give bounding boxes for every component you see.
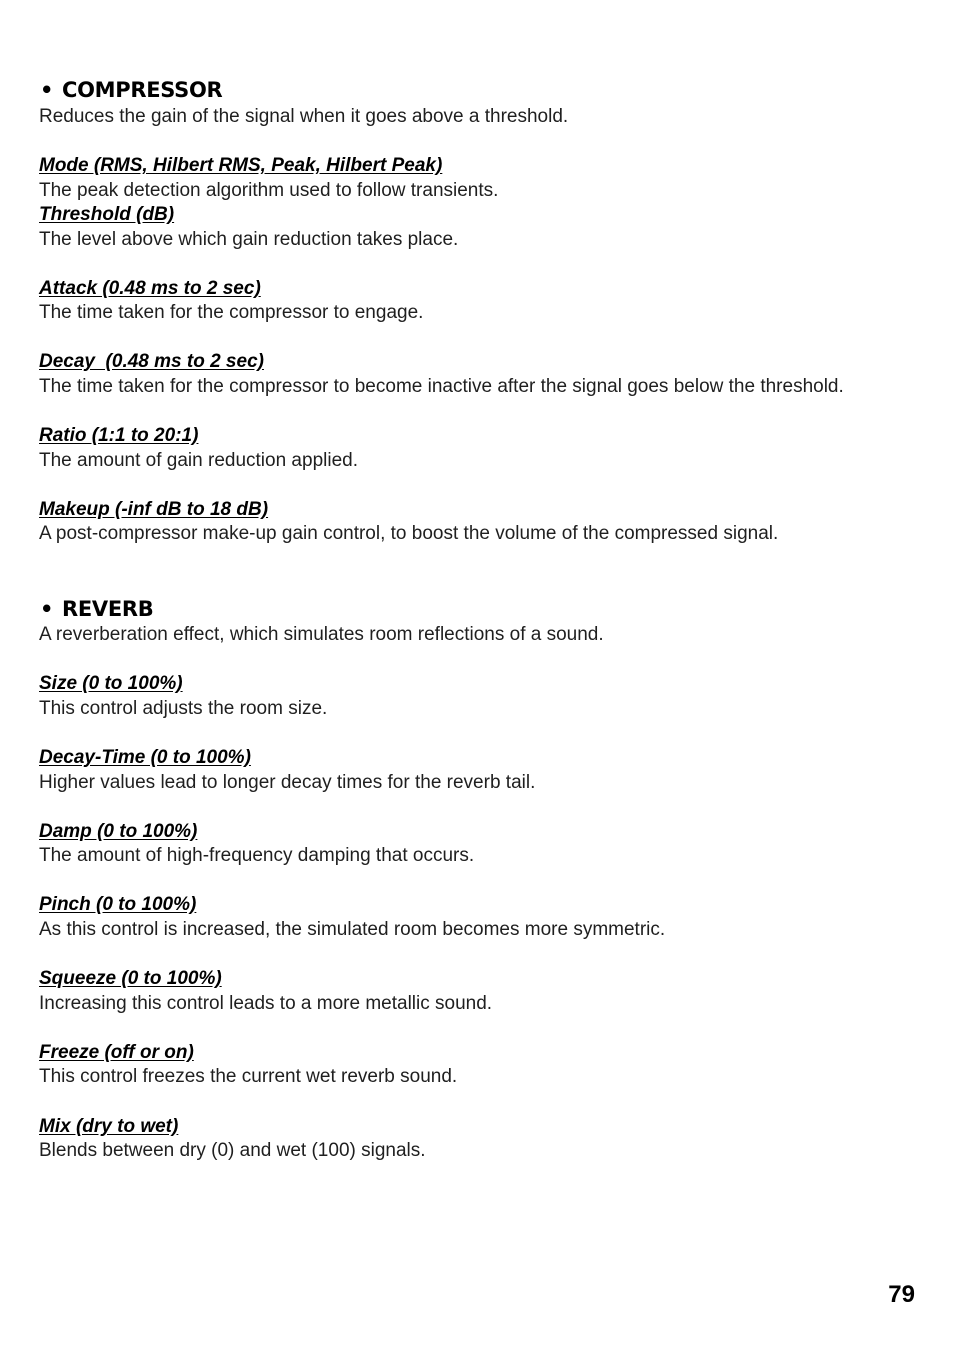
param-desc-decay-time: Higher values lead to longer decay times for the reverb tail. xyxy=(39,772,536,793)
reverb-title: REVERB xyxy=(62,597,154,621)
param-name-squeeze: Squeeze (0 to 100%) xyxy=(39,968,222,989)
param-name-decay-time: Decay-Time (0 to 100%) xyxy=(39,747,251,768)
param-name-threshold: Threshold (dB) xyxy=(39,204,175,225)
compressor-heading xyxy=(40,78,222,102)
param-desc-pinch: As this control is increased, the simulated room becomes more symmetric. xyxy=(39,919,666,940)
param-name-decay: Decay (0.48 ms to 2 sec) xyxy=(39,351,264,372)
param-name-mode: Mode (RMS, Hilbert RMS, Peak, Hilbert Peak) xyxy=(39,155,443,176)
param-name-damp: Damp (0 to 100%) xyxy=(39,821,198,842)
param-name-ratio: Ratio (1:1 to 20:1) xyxy=(39,425,199,446)
param-desc-mode: The peak detection algorithm used to follow transients. xyxy=(39,180,499,201)
param-name-makeup: Makeup (-inf dB to 18 dB) xyxy=(39,499,269,520)
param-desc-squeeze: Increasing this control leads to a more metallic sound. xyxy=(39,993,493,1014)
reverb-heading xyxy=(40,597,154,621)
param-name-size: Size (0 to 100%) xyxy=(39,673,183,694)
compressor-description: Reduces the gain of the signal when it goes above a threshold. xyxy=(39,106,569,127)
reverb-description: A reverberation effect, which simulates room reflections of a sound. xyxy=(39,624,604,645)
param-desc-attack: The time taken for the compressor to engage. xyxy=(39,302,424,323)
param-desc-damp: The amount of high-frequency damping that occurs. xyxy=(39,845,475,866)
param-name-freeze: Freeze (off or on) xyxy=(39,1042,194,1063)
compressor-title: COMPRESSOR xyxy=(62,78,223,102)
param-desc-makeup: A post-compressor make-up gain control, to boost the volume of the compressed signal. xyxy=(39,523,779,544)
bullet-icon: • xyxy=(40,78,54,102)
param-desc-mix: Blends between dry (0) and wet (100) signals. xyxy=(39,1140,426,1161)
page-number: 79 xyxy=(888,1281,915,1308)
param-name-mix: Mix (dry to wet) xyxy=(39,1116,179,1137)
param-name-pinch: Pinch (0 to 100%) xyxy=(39,894,197,915)
param-desc-threshold: The level above which gain reduction takes place. xyxy=(39,229,459,250)
param-desc-decay: The time taken for the compressor to become inactive after the signal goes below the threshold. xyxy=(39,376,844,397)
param-desc-ratio: The amount of gain reduction applied. xyxy=(39,450,358,471)
param-desc-freeze: This control freezes the current wet reverb sound. xyxy=(39,1066,458,1087)
bullet-icon: • xyxy=(40,597,54,621)
param-name-attack: Attack (0.48 ms to 2 sec) xyxy=(39,278,261,299)
param-desc-size: This control adjusts the room size. xyxy=(39,698,328,719)
